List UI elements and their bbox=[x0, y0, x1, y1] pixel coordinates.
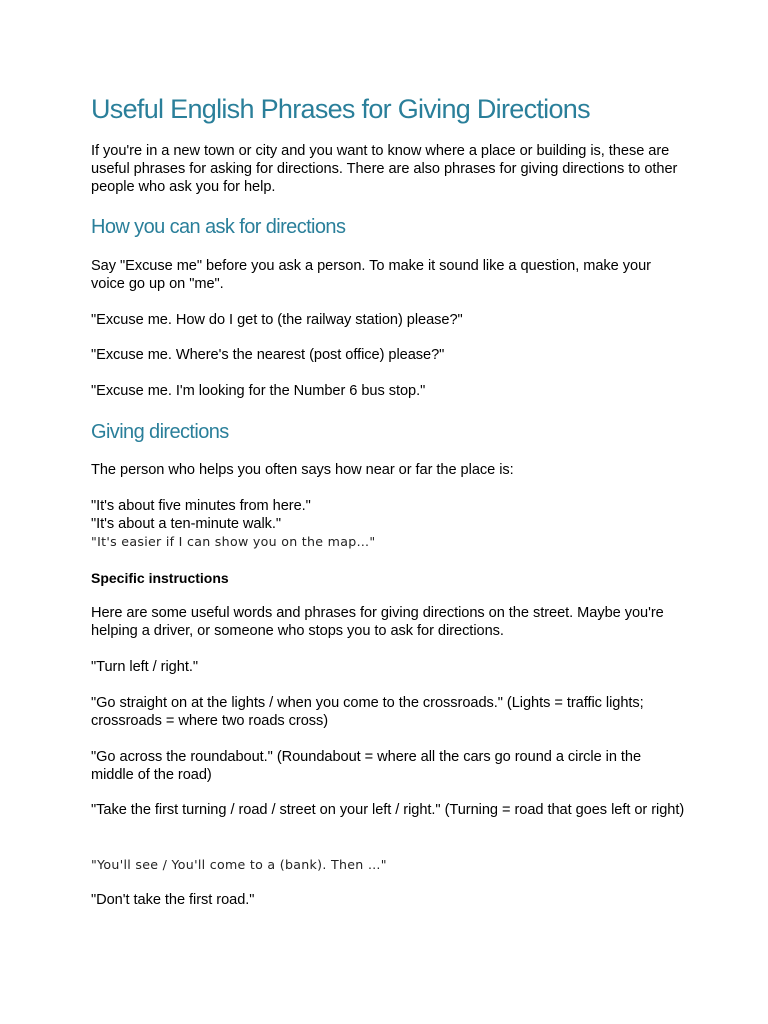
specific-instructions-heading: Specific instructions bbox=[91, 570, 229, 586]
page-title: Useful English Phrases for Giving Directions bbox=[91, 94, 590, 124]
ask-phrase: "Excuse me. How do I get to (the railway station) please?" bbox=[91, 312, 463, 328]
distance-phrase: "It's easier if I can show you on the map…" bbox=[91, 534, 376, 550]
specific-intro: Here are some useful words and phrases for giving directions on the street. Maybe you're helping a driver, or someone who stops you to ask for directions. bbox=[91, 605, 664, 640]
intro-paragraph: If you're in a new town or city and you want to know where a place or building is, these are useful phrases for asking for directions. There are also phrases for giving directions to other people who ask you for help. bbox=[91, 143, 678, 196]
instruction-item: "You'll see / You'll come to a (bank). Then …" bbox=[91, 857, 387, 872]
giving-section-heading: Giving directions bbox=[91, 421, 229, 443]
instruction-item: "Go across the roundabout." (Roundabout = where all the cars go round a circle in the middle of the road) bbox=[91, 749, 642, 784]
ask-phrase: "Excuse me. I'm looking for the Number 6 bus stop." bbox=[91, 383, 426, 399]
instruction-item: "Don't take the first road." bbox=[91, 892, 255, 908]
distance-phrases bbox=[91, 497, 686, 552]
ask-phrase: "Excuse me. Where's the nearest (post office) please?" bbox=[91, 347, 445, 363]
instruction-item: "Take the first turning / road / street on your left / right." (Turning = road that goes left or right) bbox=[91, 802, 685, 818]
instruction-item: "Go straight on at the lights / when you come to the crossroads." (Lights = traffic lights; crossroads = where two roads cross) bbox=[91, 695, 644, 730]
distance-phrase: "It's about a ten-minute walk." bbox=[91, 516, 282, 533]
distance-phrase: "It's about five minutes from here." bbox=[91, 498, 311, 514]
ask-section-note: Say "Excuse me" before you ask a person. To make it sound like a question, make your voice go up on "me". bbox=[91, 258, 651, 293]
giving-section-note: The person who helps you often says how near or far the place is: bbox=[91, 462, 514, 478]
instruction-item: "Turn left / right." bbox=[91, 659, 198, 675]
ask-section-heading: How you can ask for directions bbox=[91, 216, 346, 238]
